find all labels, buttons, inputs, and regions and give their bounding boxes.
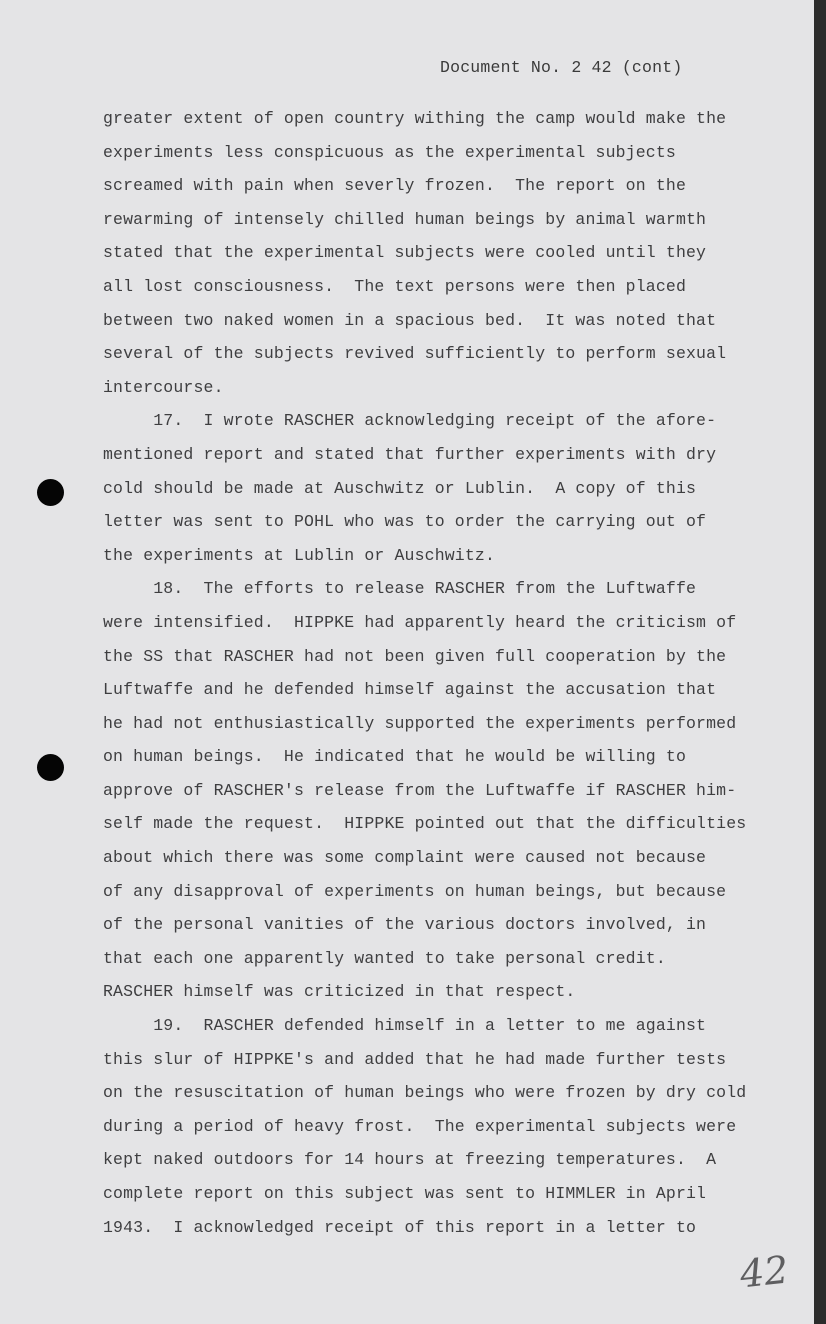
text-line: 1943. I acknowledged receipt of this report in a letter to [103, 1217, 697, 1237]
text-line: he had not enthusiastically supported the experiments performed [103, 713, 737, 733]
handwritten-page-number: 42 [737, 1247, 791, 1297]
text-line: Luftwaffe and he defended himself against the accusation that [103, 680, 717, 700]
text-line: all lost consciousness. The text persons were then placed [103, 276, 686, 296]
text-line: stated that the experimental subjects were cooled until they [103, 243, 707, 263]
text-line: letter was sent to POHL who was to order the carrying out of [103, 512, 707, 532]
text-line: on the resuscitation of human beings who were frozen by dry cold [103, 1083, 747, 1103]
text-line: 19. RASCHER defended himself in a letter to me against [103, 1016, 707, 1036]
text-line: of the personal vanities of the various doctors involved, in [103, 915, 707, 935]
text-line: cold should be made at Auschwitz or Lublin. A copy of this [103, 478, 697, 498]
text-line: complete report on this subject was sent to HIMMLER in April [103, 1184, 707, 1203]
text-line: 18. The efforts to release RASCHER from the Luftwaffe [103, 579, 697, 599]
text-line: during a period of heavy frost. The experimental subjects were [103, 1116, 737, 1136]
text-line: 17. I wrote RASCHER acknowledging receipt of the afore- [103, 411, 717, 431]
text-line: about which there was some complaint were caused not because [103, 848, 707, 868]
text-line: of any disapproval of experiments on human beings, but because [103, 881, 727, 901]
punch-hole-bottom [37, 754, 64, 781]
text-line: this slur of HIPPKE's and added that he had made further tests [103, 1049, 727, 1069]
text-line: between two naked women in a spacious bed. It was noted that [103, 310, 717, 330]
text-line: RASCHER himself was criticized in that respect. [103, 982, 576, 1002]
text-line: the experiments at Lublin or Auschwitz. [103, 545, 496, 565]
text-line: screamed with pain when severly frozen. The report on the [103, 176, 686, 196]
text-line: approve of RASCHER's release from the Luftwaffe if RASCHER him- [103, 780, 737, 800]
document-header: Document No. 2 42 (cont) [440, 58, 683, 77]
text-line: experiments less conspicuous as the experimental subjects [103, 142, 676, 162]
text-line: were intensified. HIPPKE had apparently heard the criticism of [103, 612, 737, 632]
text-line: that each one apparently wanted to take personal credit. [103, 948, 666, 968]
text-line: rewarming of intensely chilled human beings by animal warmth [103, 209, 707, 229]
text-line: several of the subjects revived sufficiently to perform sexual [103, 344, 727, 364]
scan-border [814, 0, 826, 1324]
text-line: self made the request. HIPPKE pointed out that the difficulties [103, 814, 747, 834]
document-body [103, 102, 783, 1244]
punch-hole-top [37, 479, 64, 506]
text-line: the SS that RASCHER had not been given full cooperation by the [103, 646, 727, 666]
text-line: kept naked outdoors for 14 hours at freezing temperatures. A [103, 1150, 717, 1170]
text-line: mentioned report and stated that further experiments with dry [103, 444, 717, 464]
text-line: intercourse. [103, 377, 224, 397]
text-line: greater extent of open country withing the camp would make the [103, 109, 727, 128]
text-line: on human beings. He indicated that he would be willing to [103, 747, 686, 767]
